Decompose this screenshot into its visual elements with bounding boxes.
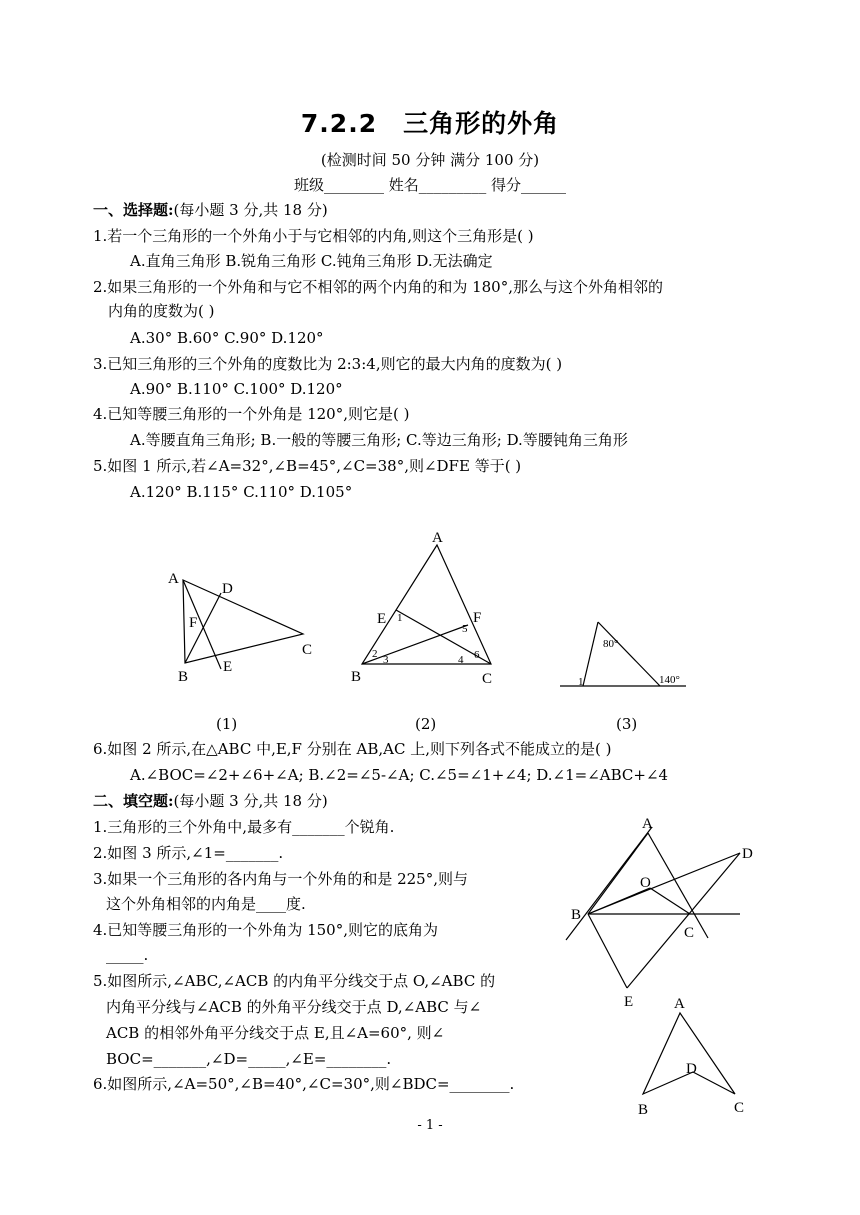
fig2-label-f: F <box>473 610 482 626</box>
fig4-label-a: A <box>642 816 653 832</box>
fig3-left-side <box>583 622 598 686</box>
fig1-label-c: C <box>302 642 313 658</box>
q2-options: A.30° B.60° C.90° D.120° <box>130 329 324 347</box>
fill-q1: 1.三角形的三个外角中,最多有_______个锐角. <box>93 818 395 836</box>
fig1-label-f: F <box>189 615 198 631</box>
figure-1 <box>160 565 320 690</box>
q5-options: A.120° B.115° C.110° D.105° <box>130 483 353 501</box>
q5-stem: 5.如图 1 所示,若∠A=32°,∠B=45°,∠C=38°,则∠DFE 等于( ) <box>93 457 522 475</box>
fig4-segment-oc <box>650 888 690 914</box>
fig2-label-a: A <box>432 530 443 546</box>
fig1-label-b: B <box>178 669 189 685</box>
q4-options: A.等腰直角三角形; B.一般的等腰三角形; C.等边三角形; D.等腰钝角三角形 <box>130 431 628 449</box>
fig5-label-d: D <box>686 1061 697 1077</box>
fill-q3-line1: 3.如果一个三角形的各内角与一个外角的和是 225°,则与 <box>93 870 468 888</box>
fig2-angle-2: 2 <box>372 648 378 660</box>
section2-note: (每小题 3 分,共 18 分) <box>173 792 328 810</box>
fig4-label-o: O <box>640 875 651 891</box>
fig5-quadrilateral <box>643 1013 735 1094</box>
q3-options: A.90° B.110° C.100° D.120° <box>130 380 343 398</box>
fill-q4-line2: _____. <box>106 946 149 964</box>
q2-stem-continued: 内角的度数为( ) <box>108 302 215 320</box>
fig2-angle-4: 4 <box>458 654 464 666</box>
section1-header <box>93 200 328 220</box>
figure-caption-1: (1) <box>216 715 238 733</box>
fig1-label-a: A <box>168 571 179 587</box>
fig1-label-d: D <box>222 581 233 597</box>
fig5-label-c: C <box>734 1100 745 1116</box>
fig4-label-b: B <box>571 907 582 923</box>
q1-stem: 1.若一个三角形的一个外角小于与它相邻的内角,则这个三角形是( ) <box>93 227 534 245</box>
figure-4 <box>560 810 760 1010</box>
fig5-label-b: B <box>638 1102 649 1118</box>
fig1-label-e: E <box>223 659 233 675</box>
info-line: 班级________ 姓名_________ 得分______ <box>293 176 567 194</box>
page-number: - 1 - <box>417 1118 443 1133</box>
fig3-right-side <box>598 622 660 686</box>
fig4-segment-be <box>588 914 627 988</box>
fig3-angle-140: 140° <box>659 674 680 686</box>
fig5-label-a: A <box>674 996 685 1012</box>
fig4-label-d: D <box>742 846 753 862</box>
fig2-angle-5: 5 <box>462 623 468 635</box>
fill-q3-line2: 这个外角相邻的内角是____度. <box>106 895 306 913</box>
fig2-angle-6: 6 <box>474 649 480 661</box>
page-title: 7.2.2 三角形的外角 <box>300 109 560 138</box>
fig2-angle-3: 3 <box>383 654 389 666</box>
fig2-label-e: E <box>377 611 387 627</box>
fill-q5-line4: BOC=_______,∠D=_____,∠E=________. <box>106 1050 392 1068</box>
fill-q5-line2: 内角平分线与∠ACB 的外角平分线交于点 D,∠ABC 与∠ <box>106 998 482 1016</box>
fig2-angle-1: 1 <box>397 612 403 624</box>
fig2-label-c: C <box>482 671 493 687</box>
fig2-label-b: B <box>351 669 362 685</box>
fill-q6: 6.如图所示,∠A=50°,∠B=40°,∠C=30°,则∠BDC=________. <box>93 1075 515 1093</box>
q6-stem: 6.如图 2 所示,在△ABC 中,E,F 分别在 AB,AC 上,则下列各式不能成立的是( ) <box>93 740 612 758</box>
fig2-triangle <box>362 545 491 664</box>
fill-q2: 2.如图 3 所示,∠1=_______. <box>93 844 284 862</box>
section1-note: (每小题 3 分,共 18 分) <box>173 201 328 219</box>
fig2-segment-bf <box>362 625 468 664</box>
q1-options: A.直角三角形 B.锐角三角形 C.钝角三角形 D.无法确定 <box>130 252 493 270</box>
fig4-segment-ed <box>627 853 740 988</box>
section1-heading: 一、选择题: <box>93 201 174 219</box>
section2-header <box>93 791 328 811</box>
fill-q5-line1: 5.如图所示,∠ABC,∠ACB 的内角平分线交于点 O,∠ABC 的 <box>93 972 496 990</box>
q3-stem: 3.已知三角形的三个外角的度数比为 2:3:4,则它的最大内角的度数为( ) <box>93 355 563 373</box>
q4-stem: 4.已知等腰三角形的一个外角是 120°,则它是( ) <box>93 405 410 423</box>
fig3-angle-80: 80° <box>603 638 619 650</box>
q2-stem: 2.如果三角形的一个外角和与它不相邻的两个内角的和为 180°,那么与这个外角相邻的 <box>93 278 663 296</box>
figure-2 <box>345 527 505 692</box>
fig4-side-ac-extended <box>648 833 708 938</box>
q6-options: A.∠BOC=∠2+∠6+∠A; B.∠2=∠5-∠A; C.∠5=∠1+∠4; D.∠1=∠ABC+∠4 <box>130 766 669 784</box>
subtitle: (检测时间 50 分钟 满分 100 分) <box>320 151 540 169</box>
figure-caption-2: (2) <box>415 715 437 733</box>
figure-3 <box>560 615 690 695</box>
section2-heading: 二、填空题: <box>93 792 174 810</box>
fill-q5-line3: ACB 的相邻外角平分线交于点 E,且∠A=60°, 则∠ <box>106 1024 445 1042</box>
fig4-label-e: E <box>624 994 634 1010</box>
fig4-label-c: C <box>684 925 695 941</box>
fig3-angle-1: 1 <box>578 676 584 688</box>
fill-q4-line1: 4.已知等腰三角形的一个外角为 150°,则它的底角为 <box>93 921 438 939</box>
figure-5 <box>630 990 760 1120</box>
figure-caption-3: (3) <box>616 715 638 733</box>
